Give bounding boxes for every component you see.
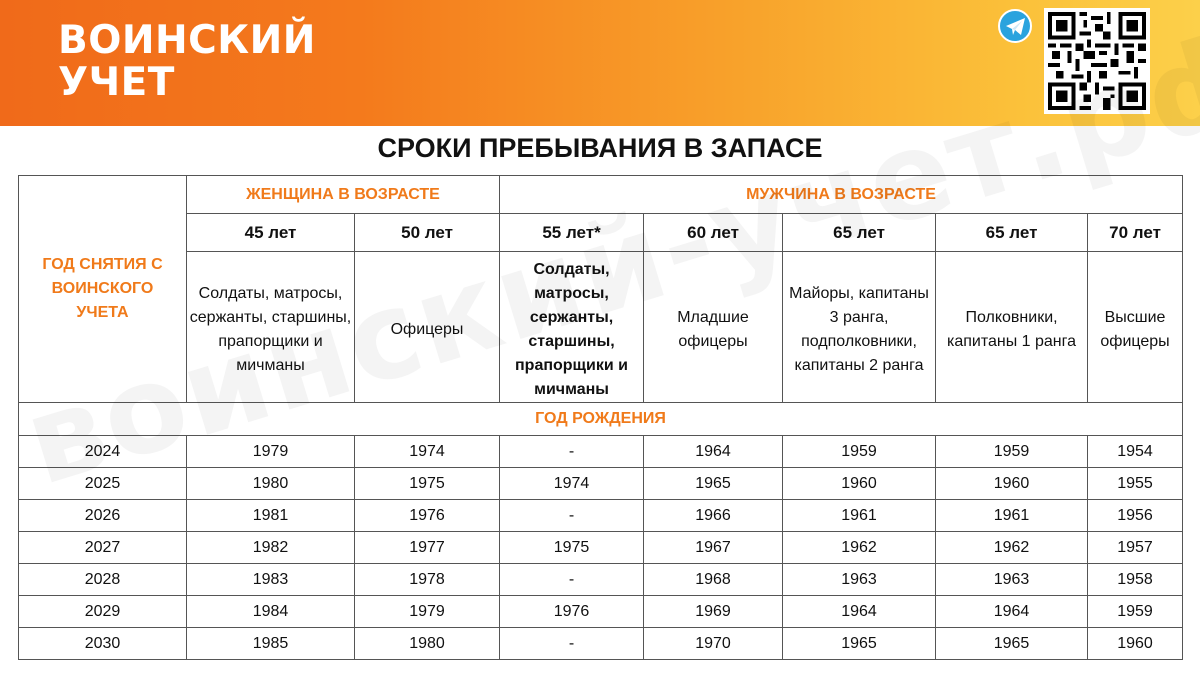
removal-year-cell: 2026 [19, 500, 187, 532]
birth-year-cell: - [500, 564, 644, 596]
birth-year-cell: 1962 [783, 532, 936, 564]
birth-year-cell: 1965 [644, 468, 783, 500]
birth-year-cell: 1983 [187, 564, 355, 596]
birth-year-cell: 1964 [644, 436, 783, 468]
women-header: ЖЕНЩИНА В ВОЗРАСТЕ [187, 176, 500, 214]
birth-year-cell: 1963 [783, 564, 936, 596]
birth-year-cell: 1963 [936, 564, 1088, 596]
birth-year-cell: 1977 [355, 532, 500, 564]
birth-year-cell: 1960 [783, 468, 936, 500]
age-header: 60 лет [644, 214, 783, 252]
removal-year-cell: 2030 [19, 628, 187, 660]
table-row [19, 628, 1183, 660]
age-header: 50 лет [355, 214, 500, 252]
birth-year-cell: 1980 [355, 628, 500, 660]
rank-description: Солдаты, матросы, сержанты, старшины, прапорщики и мичманы [187, 252, 355, 403]
birth-year-cell: 1985 [187, 628, 355, 660]
year-header: ГОД СНЯТИЯ С ВОИНСКОГО УЧЕТА [19, 176, 187, 403]
birth-year-cell: - [500, 628, 644, 660]
rank-description: Майоры, капитаны 3 ранга, подполковники, капитаны 2 ранга [783, 252, 936, 403]
birth-year-cell: 1979 [187, 436, 355, 468]
birth-year-cell: 1961 [936, 500, 1088, 532]
birth-year-cell: 1974 [500, 468, 644, 500]
birth-year-cell: 1959 [783, 436, 936, 468]
birth-year-cell: 1955 [1088, 468, 1183, 500]
birth-year-cell: 1976 [500, 596, 644, 628]
birth-year-cell: 1984 [187, 596, 355, 628]
qr-code[interactable] [1044, 8, 1150, 114]
reserve-period-table [18, 175, 1183, 660]
birth-year-cell: 1981 [187, 500, 355, 532]
birth-year-cell: 1960 [1088, 628, 1183, 660]
age-header: 55 лет* [500, 214, 644, 252]
table-row [19, 468, 1183, 500]
birth-year-cell: - [500, 500, 644, 532]
rank-description: Младшие офицеры [644, 252, 783, 403]
removal-year-cell: 2029 [19, 596, 187, 628]
birth-year-cell: 1970 [644, 628, 783, 660]
birth-year-cell: 1967 [644, 532, 783, 564]
table-row [19, 532, 1183, 564]
banner-title-line1: ВОИНСКИЙ [58, 18, 316, 63]
birth-year-cell: 1979 [355, 596, 500, 628]
age-header: 70 лет [1088, 214, 1183, 252]
birth-year-cell: 1964 [936, 596, 1088, 628]
age-header: 45 лет [187, 214, 355, 252]
removal-year-cell: 2024 [19, 436, 187, 468]
rank-description: Полковники, капитаны 1 ранга [936, 252, 1088, 403]
birth-year-cell: 1964 [783, 596, 936, 628]
birth-year-cell: 1980 [187, 468, 355, 500]
telegram-icon[interactable] [998, 9, 1032, 43]
age-header: 65 лет [936, 214, 1088, 252]
birth-year-cell: 1975 [500, 532, 644, 564]
men-header: МУЖЧИНА В ВОЗРАСТЕ [500, 176, 1183, 214]
birth-year-cell: 1954 [1088, 436, 1183, 468]
birth-year-cell: 1974 [355, 436, 500, 468]
rank-description: Солдаты, матросы, сержанты, старшины, прапорщики и мичманы [500, 252, 644, 403]
birth-year-cell: 1978 [355, 564, 500, 596]
birth-year-cell: 1965 [783, 628, 936, 660]
birth-year-cell: 1959 [936, 436, 1088, 468]
birth-year-cell: 1960 [936, 468, 1088, 500]
banner-title-line2: УЧЕТ [58, 60, 175, 105]
table-row [19, 436, 1183, 468]
birth-year-cell: 1965 [936, 628, 1088, 660]
qr-code-icon [1048, 12, 1146, 110]
birth-year-cell: 1956 [1088, 500, 1183, 532]
birth-year-cell: 1957 [1088, 532, 1183, 564]
banner-title [58, 20, 378, 104]
birth-year-cell: 1975 [355, 468, 500, 500]
age-header: 65 лет [783, 214, 936, 252]
removal-year-cell: 2027 [19, 532, 187, 564]
birth-year-cell: 1962 [936, 532, 1088, 564]
header-banner [0, 0, 1200, 126]
removal-year-cell: 2028 [19, 564, 187, 596]
removal-year-cell: 2025 [19, 468, 187, 500]
table-row [19, 564, 1183, 596]
table-title: СРОКИ ПРЕБЫВАНИЯ В ЗАПАСЕ [377, 133, 823, 163]
birth-year-cell: 1966 [644, 500, 783, 532]
rank-description: Высшие офицеры [1088, 252, 1183, 403]
table-row [19, 596, 1183, 628]
birth-year-header: ГОД РОЖДЕНИЯ [19, 403, 1183, 436]
telegram-plane-icon [1005, 17, 1027, 37]
birth-year-cell: 1961 [783, 500, 936, 532]
birth-year-cell: 1968 [644, 564, 783, 596]
birth-year-cell: 1982 [187, 532, 355, 564]
birth-year-cell: 1976 [355, 500, 500, 532]
birth-year-cell: 1958 [1088, 564, 1183, 596]
birth-year-cell: 1959 [1088, 596, 1183, 628]
birth-year-cell: - [500, 436, 644, 468]
table-row [19, 500, 1183, 532]
birth-year-cell: 1969 [644, 596, 783, 628]
rank-description: Офицеры [355, 252, 500, 403]
